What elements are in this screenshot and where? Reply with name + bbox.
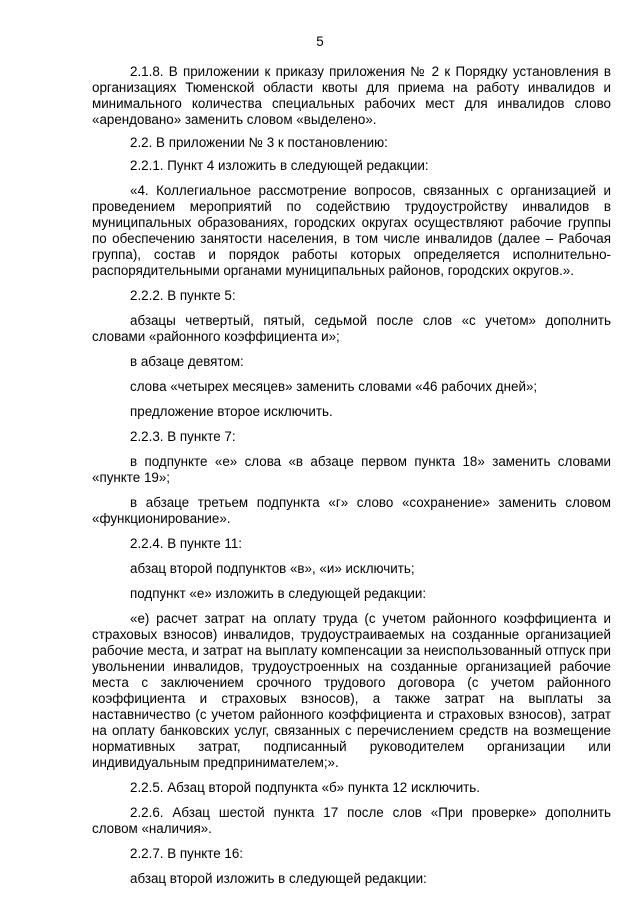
paragraph-slova: слова «четырех месяцев» заменить словами «46 рабочих дней»; [130, 379, 538, 394]
document-body [92, 64, 611, 887]
paragraph-predlozhenie: предложение второе исключить. [130, 404, 333, 419]
paragraph-podpunkt-g: в абзаце третьем подпункта «г» слово «сохранение» заменить словом «функционирование». [92, 495, 611, 526]
paragraph-item-4-text: «4. Коллегиальное рассмотрение вопросов, связанных с организацией и проведением мероприятий по содействию трудоустройству инвалидов в муниципальных образованиях, городских округах осуществляют рабочие группы по обеспечению занятости населения, в том числе инвалидов (далее – Рабочая группа), состав и порядок работы которых определяется исполнительно-распорядительными органами муниципальных районов, городских округов.». [92, 183, 611, 278]
paragraph-abzacy: абзацы четвертый, пятый, седьмой после слов «с учетом» дополнить словами «районного коэффициента и»; [92, 313, 611, 344]
paragraph-2-2-7: 2.2.7. В пункте 16: [130, 846, 243, 861]
paragraph-e-rasschet: «е) расчет затрат на оплату труда (с учетом районного коэффициента и страховых взносов) инвалидов, трудоустраиваемых на созданные организацией рабочие места, и затрат на выплату компенсации за неиспользованный отпуск при увольнении инвалидов, трудоустроенных на созданные организацией рабочие места с заключением срочного трудового договора (с учетом районного коэффициента и страховых взносов), а также затрат на выплаты за наставничество (с учетом районного коэффициента и страховых взносов), затрат на оплату банковских услуг, связанных с перечислением средств на возмещение нормативных затрат, подписанный руководителем организации или индивидуальным предпринимателем;». [92, 611, 611, 770]
paragraph-2-2-2: 2.2.2. В пункте 5: [130, 288, 236, 303]
paragraph-abzac-9: в абзаце девятом: [130, 354, 244, 369]
paragraph-2-2-6: 2.2.6. Абзац шестой пункта 17 после слов «При проверке» дополнить словом «наличия». [92, 805, 611, 836]
paragraph-2-2-4: 2.2.4. В пункте 11: [130, 536, 242, 551]
paragraph-2-2-5: 2.2.5. Абзац второй подпункта «б» пункта 12 исключить. [130, 780, 480, 795]
paragraph-podpunkt-e: в подпункте «е» слова «в абзаце первом пункта 18» заменить словами «пункте 19»; [92, 454, 611, 485]
paragraph-2-1-8: 2.1.8. В приложении к приказу приложения № 2 к Порядку установления в организациях Тюменской области квоты для приема на работу инвалидов и минимального количества специальных рабочих мест для инвалидов слово «арендовано» заменить словом «выделено». [92, 64, 611, 127]
paragraph-2-2: 2.2. В приложении № 3 к постановлению: [130, 135, 388, 150]
paragraph-2-2-3: 2.2.3. В пункте 7: [130, 429, 236, 444]
paragraph-abzac-vtoroy: абзац второй подпунктов «в», «и» исключить; [130, 561, 415, 576]
paragraph-abzac-vtoroy-redakciya: абзац второй изложить в следующей редакции: [130, 871, 427, 886]
page-number: 5 [316, 34, 324, 49]
paragraph-podpunkt-e-redakciya: подпункт «е» изложить в следующей редакции: [130, 586, 427, 601]
paragraph-2-2-1: 2.2.1. Пункт 4 изложить в следующей редакции: [130, 158, 429, 173]
